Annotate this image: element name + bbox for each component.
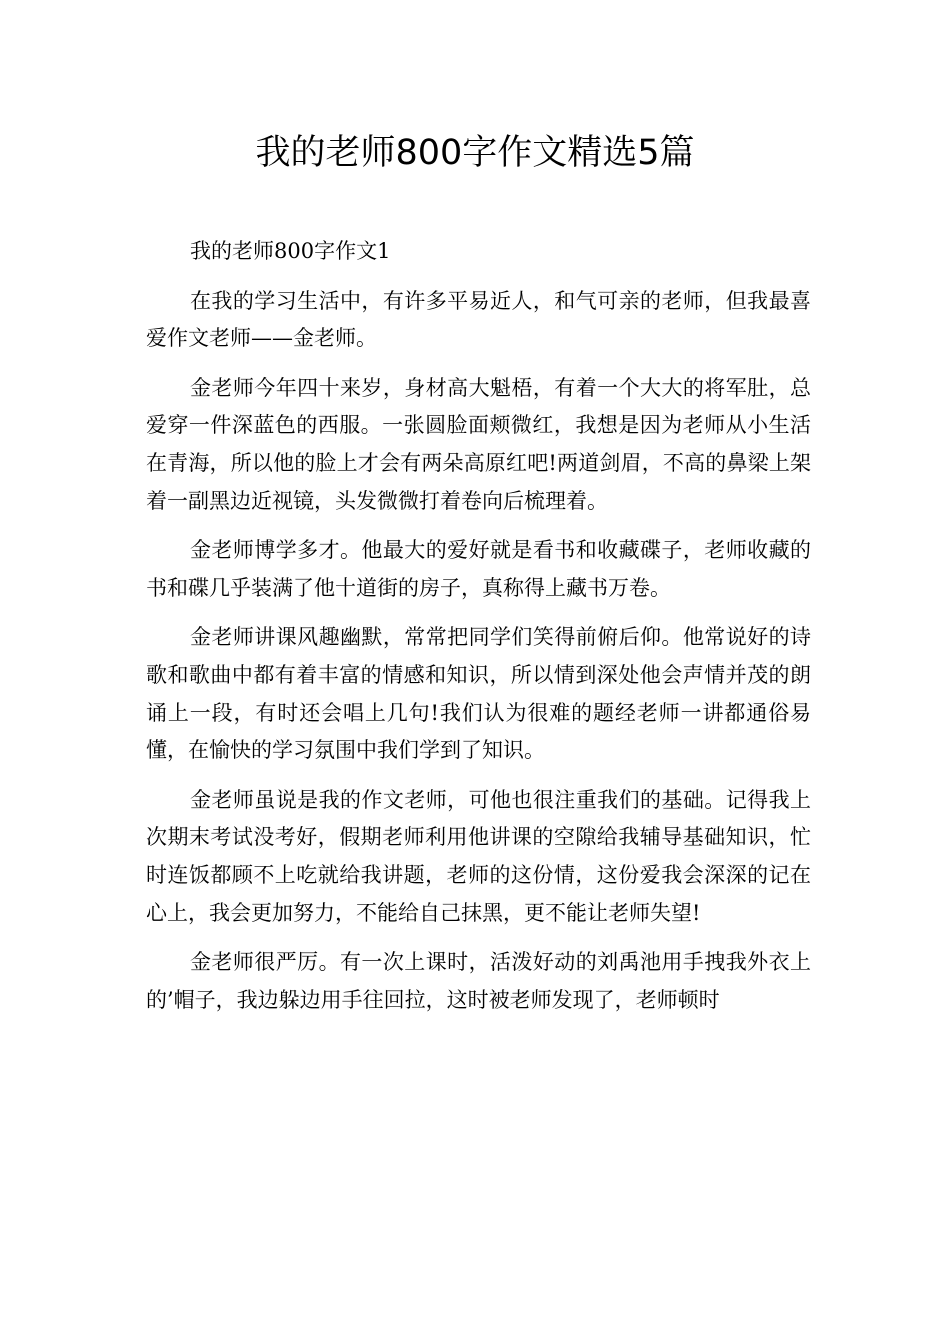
paragraph: 金老师博学多才。他最大的爱好就是看书和收藏碟子，老师收藏的书和碟几乎装满了他十道街的房子，真称得上藏书万卷。: [146, 538, 811, 600]
paragraph: 金老师讲课风趣幽默，常常把同学们笑得前俯后仰。他常说好的诗歌和歌曲中都有着丰富的情感和知识，所以情到深处他会声情并茂的朗诵上一段，有时还会唱上几句!我们认为很难的题经老师一讲都通俗易懂，在愉快的学习氛围中我们学到了知识。: [146, 625, 811, 763]
paragraph: 金老师虽说是我的作文老师，可他也很注重我们的基础。记得我上次期末考试没考好，假期老师利用他讲课的空隙给我辅导基础知识，忙时连饭都顾不上吃就给我讲题，老师的这份情，这份爱我会深深的记在心上，我会更加努力，不能给自己抹黑，更不能让老师失望!: [146, 787, 811, 925]
document-title: 我的老师800字作文精选5篇: [255, 133, 695, 173]
paragraph: 金老师今年四十来岁，身材高大魁梧，有着一个大大的将军肚，总爱穿一件深蓝色的西服。一张圆脸面颊微红，我想是因为老师从小生活在青海，所以他的脸上才会有两朵高原红吧!两道剑眉，不高的鼻梁上架着一副黑边近视镜，头发微微打着卷向后梳理着。: [146, 375, 811, 513]
paragraph: 金老师很严厉。有一次上课时，活泼好动的刘禹池用手拽我外衣上的’帽子，我边躲边用手往回拉，这时被老师发现了，老师顿时: [146, 950, 811, 1012]
essay-subheading: 我的老师800字作文1: [190, 239, 391, 263]
paragraph: 在我的学习生活中，有许多平易近人，和气可亲的老师，但我最喜爱作文老师——金老师。: [146, 288, 811, 351]
document-body: [146, 233, 811, 1031]
